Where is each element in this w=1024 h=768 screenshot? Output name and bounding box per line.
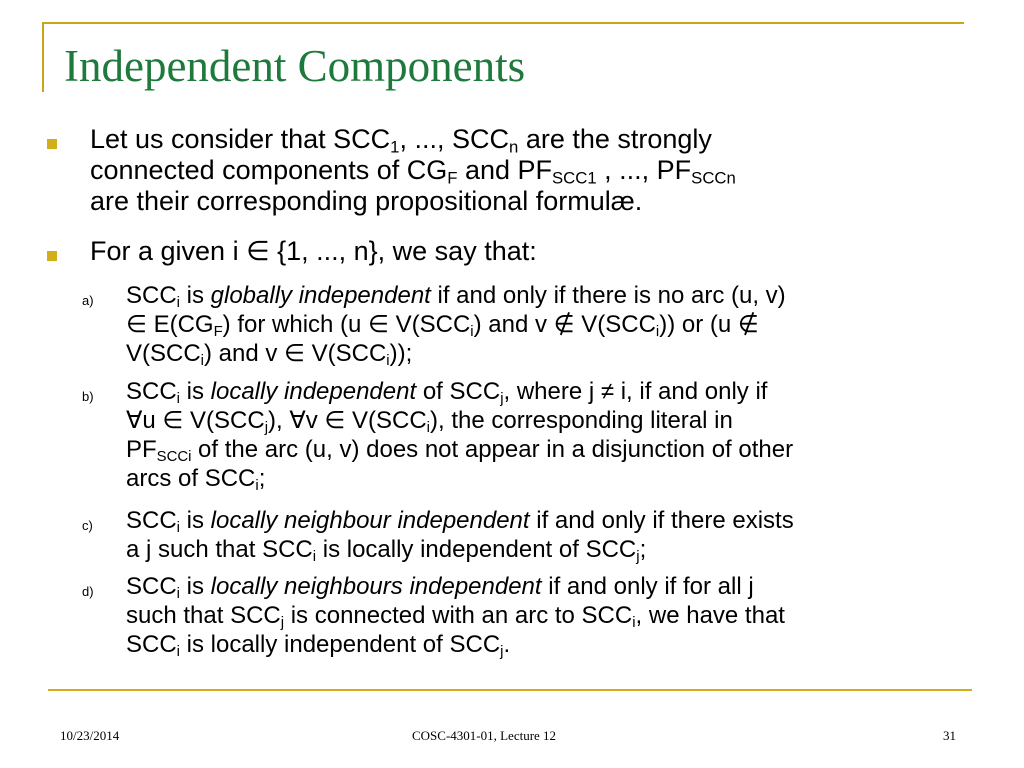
footer-course: COSC-4301-01, Lecture 12 bbox=[412, 728, 557, 743]
subitem-b-line-1: $SCC_i$ is locally independent of $SCC_j$, where j ≠ i, if and only if bbox=[126, 378, 768, 408]
bullet-2-line-1: For a given i ∈ {1, ..., n}, we say that: bbox=[90, 236, 537, 266]
subitem-a-line-3: $V(SCC_i)$ and v ∈ $V(SCC_i)$); bbox=[126, 340, 413, 370]
subitem-b-line-2: ∀u ∈ $V(SCC_j)$, ∀v ∈ $V(SCC_i)$, the corresponding literal in bbox=[126, 407, 733, 437]
footer-page-number: 31 bbox=[943, 728, 956, 743]
subitem-c-line-2: a j such that $SCC_i$ is locally independent of $SCC_j$; bbox=[126, 536, 647, 566]
subitem-a-line-1: $SCC_i$ is globally independent if and only if there is no arc (u, v) bbox=[126, 282, 786, 312]
subitem-d-marker: d) bbox=[82, 584, 94, 599]
subitem-a-text bbox=[126, 281, 1008, 368]
bullet-2-text bbox=[90, 236, 990, 267]
subitem-c-marker: c) bbox=[82, 518, 93, 533]
subitem-d-text bbox=[126, 572, 1008, 659]
subitem-a-line-2: ∈ $E(CG_F)$ for which (u ∈ $V(SCC_i)$ and v ∉ $V(SCC_i)$) or (u ∉ bbox=[126, 311, 759, 341]
bullet-1-text bbox=[90, 124, 990, 217]
slide-title: Independent Components bbox=[64, 41, 526, 91]
subitem-d-line-2: such that $SCC_j$ is connected with an arc to $SCC_i$, we have that bbox=[126, 602, 785, 632]
subitem-b-marker: b) bbox=[82, 389, 94, 404]
bullet-1-line-3: are their corresponding propositional formulæ. bbox=[90, 186, 643, 216]
bullet-1-line-1: Let us consider that $SCC_1$, ..., $SCC_n$ are the strongly bbox=[90, 124, 712, 157]
bullet-2-square-icon bbox=[47, 251, 57, 261]
bullet-1-line-2: connected components of $CG_F$ and $PF_{SCC1}$ , ..., $PF_{SCCn}$ bbox=[90, 155, 736, 188]
subitem-b-line-3: $PF_{SCCi}$ of the arc (u, v) does not appear in a disjunction of other bbox=[126, 436, 794, 466]
subitem-c-line-1: $SCC_i$ is locally neighbour independent if and only if there exists bbox=[126, 507, 794, 537]
footer-rule bbox=[48, 689, 972, 691]
subitem-c-text bbox=[126, 506, 1008, 564]
subitem-a-marker: a) bbox=[82, 293, 94, 308]
subitem-b-line-4: arcs of $SCC_i$; bbox=[126, 465, 266, 495]
subitem-d-line-3: $SCC_i$ is locally independent of $SCC_j$. bbox=[126, 631, 511, 661]
subitem-b-text bbox=[126, 377, 1008, 493]
bullet-1-square-icon bbox=[47, 139, 57, 149]
footer-date: 10/23/2014 bbox=[60, 728, 120, 743]
subitem-d-line-1: $SCC_i$ is locally neighbours independent if and only if for all j bbox=[126, 573, 754, 603]
